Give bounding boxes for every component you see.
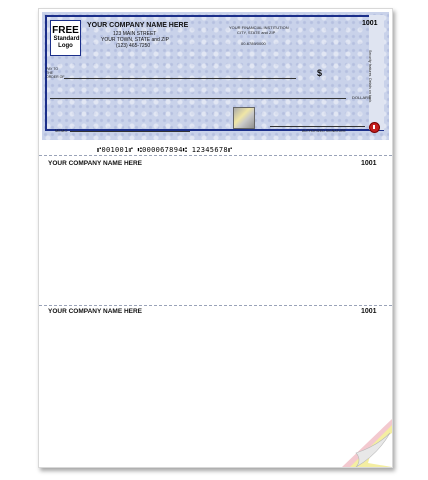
stub1-check-number: 1001	[361, 160, 377, 167]
logo-free-text: FREE	[52, 25, 79, 36]
page-curl-icon	[342, 419, 392, 467]
perforation-1	[39, 155, 392, 156]
company-name: YOUR COMPANY NAME HERE	[87, 22, 189, 29]
stub1-company-name: YOUR COMPANY NAME HERE	[48, 160, 143, 167]
check-border	[45, 15, 384, 131]
pay-to-label: PAY TO THE ORDER OF	[46, 67, 65, 79]
check-sheet	[38, 8, 393, 468]
company-phone: (123) 465-7250	[116, 43, 151, 49]
signature-label: AUTHORIZED SIGNATURE	[302, 129, 346, 133]
stub2-company-name: YOUR COMPANY NAME HERE	[48, 308, 143, 315]
security-features-text: Security features. Details on back.	[368, 50, 372, 104]
hologram-icon	[233, 107, 255, 129]
padlock-icon	[369, 122, 380, 133]
company-logo	[50, 20, 81, 56]
company-address-line1: 123 MAIN STREET	[113, 31, 157, 37]
amount-words-line	[50, 98, 346, 99]
signature-line	[270, 126, 365, 127]
logo-standard-text: Standard Logo	[53, 36, 80, 49]
check-body	[42, 12, 389, 140]
perforation-2	[39, 305, 392, 306]
memo-line	[70, 131, 190, 132]
bank-name: YOUR FINANCIAL INSTITUTION	[229, 25, 289, 30]
stub2-check-number: 1001	[361, 308, 377, 315]
memo-label: MEMO	[55, 128, 68, 133]
routing-fraction: 00-6789/0000	[241, 41, 266, 46]
dollar-sign: $	[317, 68, 323, 78]
company-address-line2: YOUR TOWN, STATE and ZIP	[101, 37, 169, 43]
bank-city: CITY, STATE and ZIP	[237, 30, 276, 35]
check-number: 1001	[362, 20, 378, 27]
payee-line	[64, 78, 296, 79]
micr-line: ⑈001001⑈ ⑆000067894⑆ 12345678⑈	[97, 146, 233, 154]
dollars-label: DOLLARS	[352, 95, 371, 100]
